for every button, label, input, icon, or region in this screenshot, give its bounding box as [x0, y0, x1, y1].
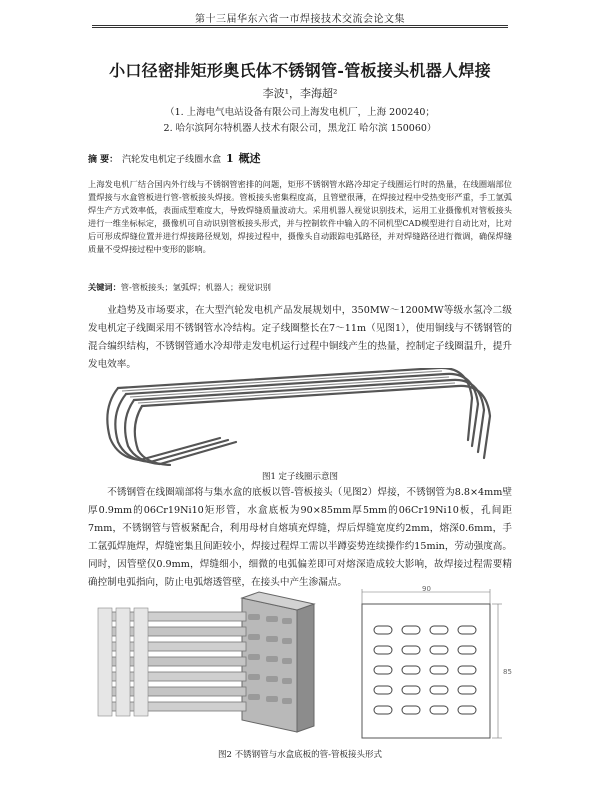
figure-2-tube-bank-render	[92, 590, 332, 740]
authors: 李波¹，李海超²	[262, 87, 338, 100]
tube-slot	[430, 666, 448, 674]
tube-slot	[402, 706, 420, 714]
tube-slot	[402, 666, 420, 674]
tube-slot	[430, 706, 448, 714]
section-title: 概述	[238, 152, 261, 165]
tube-slot	[402, 626, 420, 634]
body-paragraph-2: 不锈钢管在线圈端部将与集水盒的底板以管-管板接头（见图2）焊接，不锈钢管为8.8×4mm壁厚0.9mm的06Cr19Ni10矩形管，水盒底板为90×85mm厚5mm的06Cr19Ni10板，孔间距7mm，不锈钢管与管板紧配合，利用母材自熔填充焊缝，焊后焊缝宽度约2mm，熔深0.6mm，手工氩弧焊施焊，焊缝密集且间距较小，焊接过程焊工需以半蹲姿势连续操作约15min，劳动强度高。同时，因管壁仅0.9mm，焊缝细小，细微的电弧偏差即可对熔深造成较大影响，故焊接过程需要精确控制电弧指向，防止电弧熔透管壁，在接头中产生渗漏点。	[88, 487, 512, 588]
running-header: 第十三届华东六省一市焊接技术交流会论文集	[195, 14, 405, 25]
tube-slot	[458, 666, 476, 674]
tube-slot	[458, 626, 476, 634]
figure-1-caption: 图1 定子线圈示意图	[261, 472, 339, 482]
coil-bottom	[160, 442, 236, 464]
coil-bottom	[150, 440, 228, 462]
abstract-text: 上海发电机厂结合国内外行线与不锈钢管密排的问题，矩形不锈钢管水路冷却定子线圈运行时的热量，在线圈端部位置焊接与水盒管板进行管-管板接头焊接。管板接头密集程度高，且管壁很薄，在焊接过程中受热变形严重，手工氩弧焊生产方式效率低，表面成型难度大，导致焊缝质量波动大。采用机器人视觉识别技术，运用工业摄像机对管板接头进行一维坐标标定，摄像机可自动识别管板接头形式，并与控制软件中输入的不同机型CAD模型进行自动比对，比对后可形成焊缝位置并进行焊接路径规划，焊接过程中，摄像头自动跟踪电弧路径，并对焊缝路径进行微调，确保焊缝质量不受焊接过程中变形的影响。	[88, 179, 512, 255]
tube-slot	[374, 646, 392, 654]
figure-2-caption: 图2 不锈钢管与水盒底板的管-管板接头形式	[218, 750, 382, 760]
figure-2-plate-drawing	[340, 586, 520, 746]
tube-slot	[458, 686, 476, 694]
abstract-header	[88, 150, 261, 166]
dimension-width: 90	[422, 586, 431, 593]
tube-slot	[430, 686, 448, 694]
abstract-lead: 汽轮发电机定子线圈水盒	[122, 155, 222, 165]
tube-slot	[430, 646, 448, 654]
tube-slot	[402, 646, 420, 654]
affiliation-2: 2. 哈尔滨阿尔特机器人技术有限公司，黑龙江 哈尔滨 150060）	[163, 123, 437, 134]
tube-slot	[374, 686, 392, 694]
affiliation-1: （1. 上海电气电站设备有限公司上海发电机厂，上海 200240；	[165, 107, 435, 118]
tube-slot	[458, 646, 476, 654]
water-box-side	[297, 604, 314, 732]
body-paragraph-1: 业趋势及市场要求，在大型汽轮发电机产品发展规划中，350MW～1200MW等级水氢冷二级发电机定子线圈采用不锈钢管水冷结构。定子线圈整长在7～11m（见图1），使用铜线与不锈钢管的混合编织结构，不锈钢管通水冷却带走发电机运行过程中铜线产生的热量，控制定子线圈温升，提升发电效率。	[88, 305, 512, 370]
tube-slot	[374, 666, 392, 674]
section-number: 1	[226, 152, 234, 165]
header-rule	[92, 25, 508, 28]
abstract-label: 摘 要：	[88, 155, 119, 165]
keywords-label: 关键词：	[88, 282, 121, 292]
tube-slot	[430, 626, 448, 634]
tube-slot	[458, 706, 476, 714]
keywords	[88, 282, 512, 293]
keywords-list: 管-管板接头；氩弧焊；机器人；视觉识别	[120, 282, 271, 292]
tube-slot	[374, 706, 392, 714]
tube-slot	[402, 686, 420, 694]
figure-1-stator-coil	[100, 368, 500, 466]
dimension-height: 85	[503, 668, 512, 676]
tube-slot	[374, 626, 392, 634]
paper-title: 小口径密排矩形奥氏体不锈钢管-管板接头机器人焊接	[109, 61, 491, 80]
